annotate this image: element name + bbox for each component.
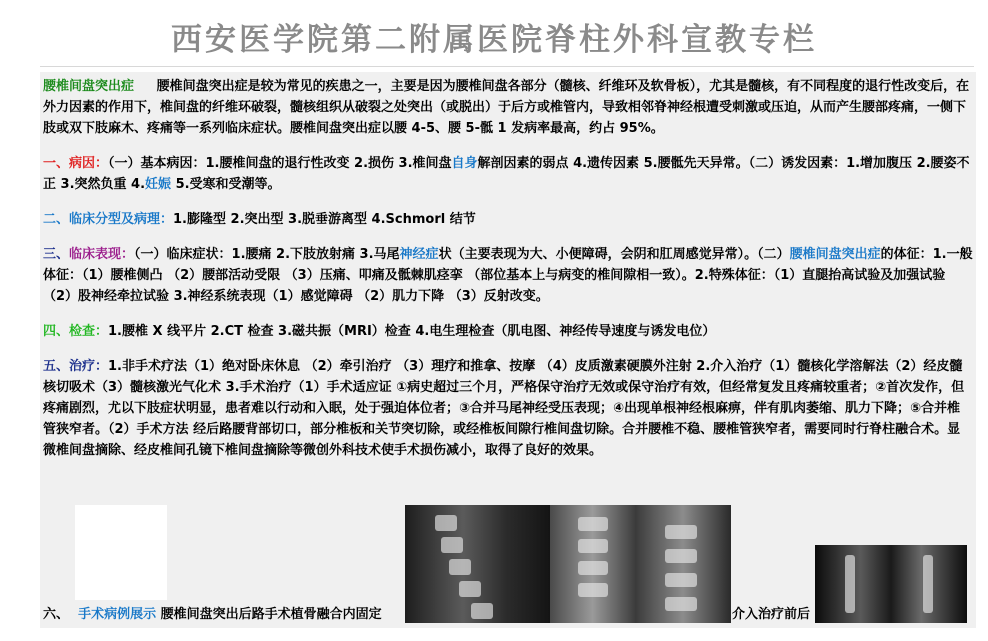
article-body	[43, 76, 973, 475]
section-treatment: 五、治疗：1.非手术疗法（1）绝对卧床休息 （2）牵引治疗 （3）理疗和推拿、按摩 （4）皮质激素硬膜外注射 2.介入治疗（1）髓核化学溶解法（2）经皮髓核切吸术（3）髓核激光气化术 3.手术治疗（1）手术适应证 ①病史超过三个月，严格保守治疗无效或保守治疗有效，但经常复发且疼痛较重者；②首次发作，但疼痛剧烈，尤以下肢症状明显，患者难以行动和入眠，处于强迫体位者；③合并马尾神经受压表现；④出现单根神经根麻痹，伴有肌肉萎缩、肌力下降；⑤合并椎管狭窄者。（2）手术方法 经后路腰背部切口，部分椎板和关节突切除，或经椎板间隙行椎间盘切除。合并腰椎不稳、腰椎管狭窄者，需要同时行脊柱融合术。显微椎间盘摘除、经皮椎间孔镜下椎间盘摘除等微创外科技术使手术损伤减小，取得了良好的效果。	[43, 359, 965, 458]
section-etiology-label: 一、病因：	[43, 156, 109, 171]
case-label: 手术病例展示	[78, 607, 157, 622]
section-exam-label: 四、检查：	[43, 324, 109, 339]
section-treatment-label: 五、治疗：	[43, 359, 109, 374]
intro-text: 腰椎间盘突出症是较为常见的疾患之一，主要是因为腰椎间盘各部分（髓核、纤维环及软骨板），尤其是髓核，有不同程度的退行性改变后，在外力因素的作用下，椎间盘的纤维环破裂，髓核组织从破裂之处突出（或脱出）于后方或椎管内，导致相邻脊神经根遭受刺激或压迫，从而产生腰部疼痛，一侧下肢或双下肢麻木、疼痛等一系列临床症状。腰椎间盘突出症以腰 4-5、腰 5-骶 1 发病率最高，约占 95%。	[43, 79, 970, 136]
section-classification-label: 二、临床分型及病理：	[43, 212, 174, 227]
section-etiology: 一、病因：（一）基本病因：1.腰椎间盘的退行性改变 2.损伤 3.椎间盘自身解剖因素的弱点 4.遗传因素 5.腰骶先天异常。（二）诱发因素：1.增加腹压 2.腰姿不正 3.突然负重 4.妊娠 5.受寒和受潮等。	[43, 156, 970, 192]
intro-heading: 腰椎间盘突出症	[43, 79, 135, 94]
blank-image-placeholder	[75, 505, 167, 600]
section-classification: 二、临床分型及病理：1.膨隆型 2.突出型 3.脱垂游离型 4.Schmorl 结节	[43, 212, 476, 227]
case-caption-intervention: 介入治疗前后	[732, 607, 811, 622]
title-divider	[40, 66, 974, 67]
xray-image-fixation	[635, 505, 731, 623]
intro-paragraph	[43, 76, 973, 139]
section-exam: 四、检查：1.腰椎 X 线平片 2.CT 检查 3.磁共振（MRI）检查 4.电生理检查（肌电图、神经传导速度与诱发电位）	[43, 324, 716, 339]
section-clinical-label: 临床表现：	[69, 247, 135, 262]
xray-image-lateral	[405, 505, 550, 623]
xray-image-ap	[550, 505, 635, 623]
case-caption: 六、 手术病例展示 腰椎间盘突出后路手术植骨融合内固定	[43, 607, 382, 622]
mri-image-comparison	[815, 545, 967, 623]
section-clinical: 三、临床表现：（一）临床症状：1.腰痛 2.下肢放射痛 3.马尾神经症状（主要表现为大、小便障碍，会阴和肛周感觉异常）。（二）腰椎间盘突出症的体征：1.一般体征：（1）腰椎侧凸 （2）腰部活动受限 （3）压痛、叩痛及骶棘肌痉挛 （部位基本上与病变的椎间隙相一致）。2.特殊体征：（1）直腿抬高试验及加强试验 （2）股神经牵拉试验 3.神经系统表现（1）感觉障碍 （2）肌力下降 （3）反射改变。	[43, 247, 973, 304]
page-title: 西安医学院第二附属医院脊柱外科宣教专栏	[171, 22, 817, 58]
